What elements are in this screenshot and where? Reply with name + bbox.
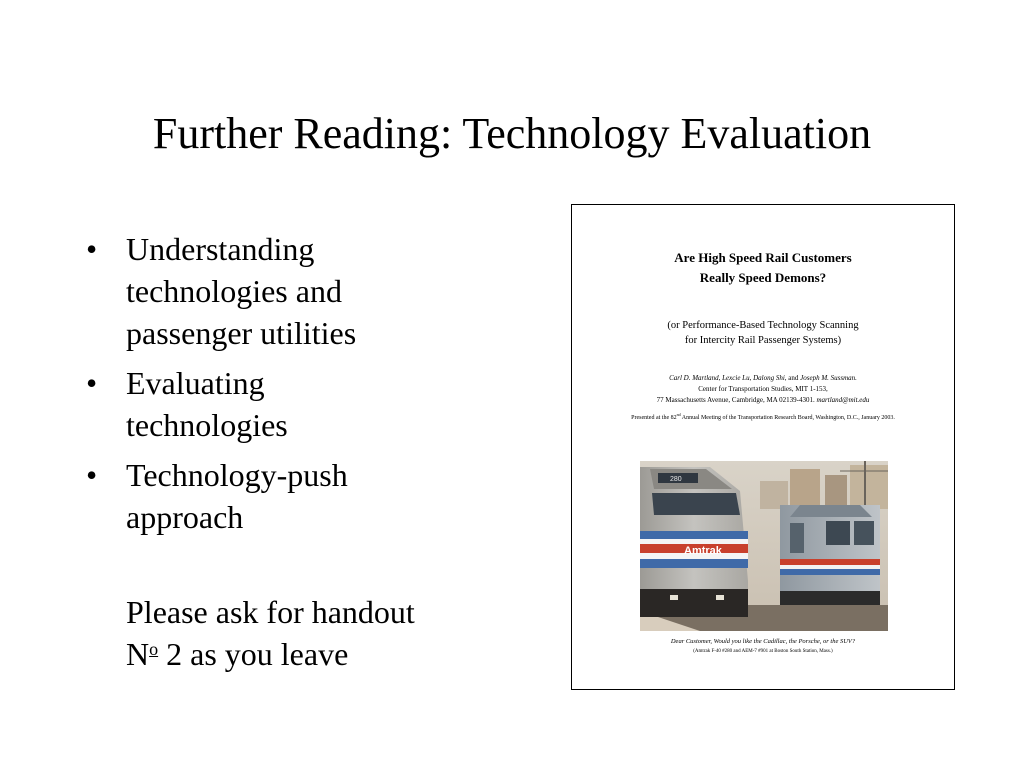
author-name: Lexcie Lu, (722, 374, 752, 382)
bullet-text-line: technologies and (126, 273, 342, 309)
handout-note (126, 591, 526, 680)
author-name: Dalong Shi, (753, 374, 787, 382)
presented-text: Annual Meeting of the Transportation Research Board, Washington, D.C., January 2003. (680, 415, 895, 421)
paper-title-line: Really Speed Demons? (699, 270, 827, 285)
slide-title: Further Reading: Technology Evaluation (152, 109, 872, 158)
paper-cover-image (571, 204, 955, 690)
author-name: Joseph M. Sussman. (800, 374, 857, 382)
authors-conjunction: and (786, 374, 801, 382)
bullet-text-line: passenger utilities (126, 315, 357, 351)
paper-affiliation: Center for Transportation Studies, MIT 1-153, (698, 385, 828, 393)
handout-note-line2: 2 as you leave (158, 636, 349, 672)
paper-authors (572, 373, 954, 406)
bullet-text-line: Technology-push (126, 457, 348, 493)
amtrak-logo-text: Amtrak (684, 545, 722, 557)
paper-caption (572, 637, 954, 656)
bullet-text-line: Understanding (126, 231, 315, 267)
paper-subtitle-line: (or Performance-Based Technology Scanning (667, 320, 859, 331)
bullet-text-line: technologies (126, 407, 288, 443)
bullet-text-line: approach (126, 499, 244, 535)
paper-presented-note (572, 410, 954, 423)
paper-email: martland@mit.edu (816, 396, 870, 404)
bullet-dot-icon: • (86, 365, 98, 401)
paper-address: 77 Massachusetts Avenue, Cambridge, MA 02139-4301. (656, 396, 815, 404)
photo-caption-sub: (Amtrak F-40 #280 and AEM-7 #901 at Boston South Station, Mass.) (693, 649, 833, 654)
train-photo (640, 461, 888, 631)
bullet-item (86, 362, 526, 446)
svg-text:280: 280 (670, 476, 682, 483)
bullet-list (86, 228, 526, 546)
paper-title-line: Are High Speed Rail Customers (674, 250, 852, 265)
paper-subtitle-line: for Intercity Rail Passenger Systems) (684, 335, 842, 346)
presented-sup: nd (676, 412, 681, 417)
bullet-item (86, 454, 526, 538)
handout-note-line1: Please ask for handout (126, 594, 415, 630)
photo-caption: Dear Customer, Would you like the Cadillac, the Porsche, or the SUV? (670, 638, 856, 645)
bullet-dot-icon: • (86, 231, 98, 267)
train-photo-illustration (640, 461, 888, 631)
paper-title (572, 248, 954, 288)
bullet-item (86, 228, 526, 354)
paper-subtitle (572, 318, 954, 348)
numero-letter: N (126, 636, 150, 672)
presented-text: Presented at the 82 (631, 415, 677, 421)
bullet-dot-icon: • (86, 457, 98, 493)
numero-superscript: o (149, 639, 159, 659)
author-name: Carl D. Martland, (669, 374, 721, 382)
bullet-text-line: Evaluating (126, 365, 265, 401)
